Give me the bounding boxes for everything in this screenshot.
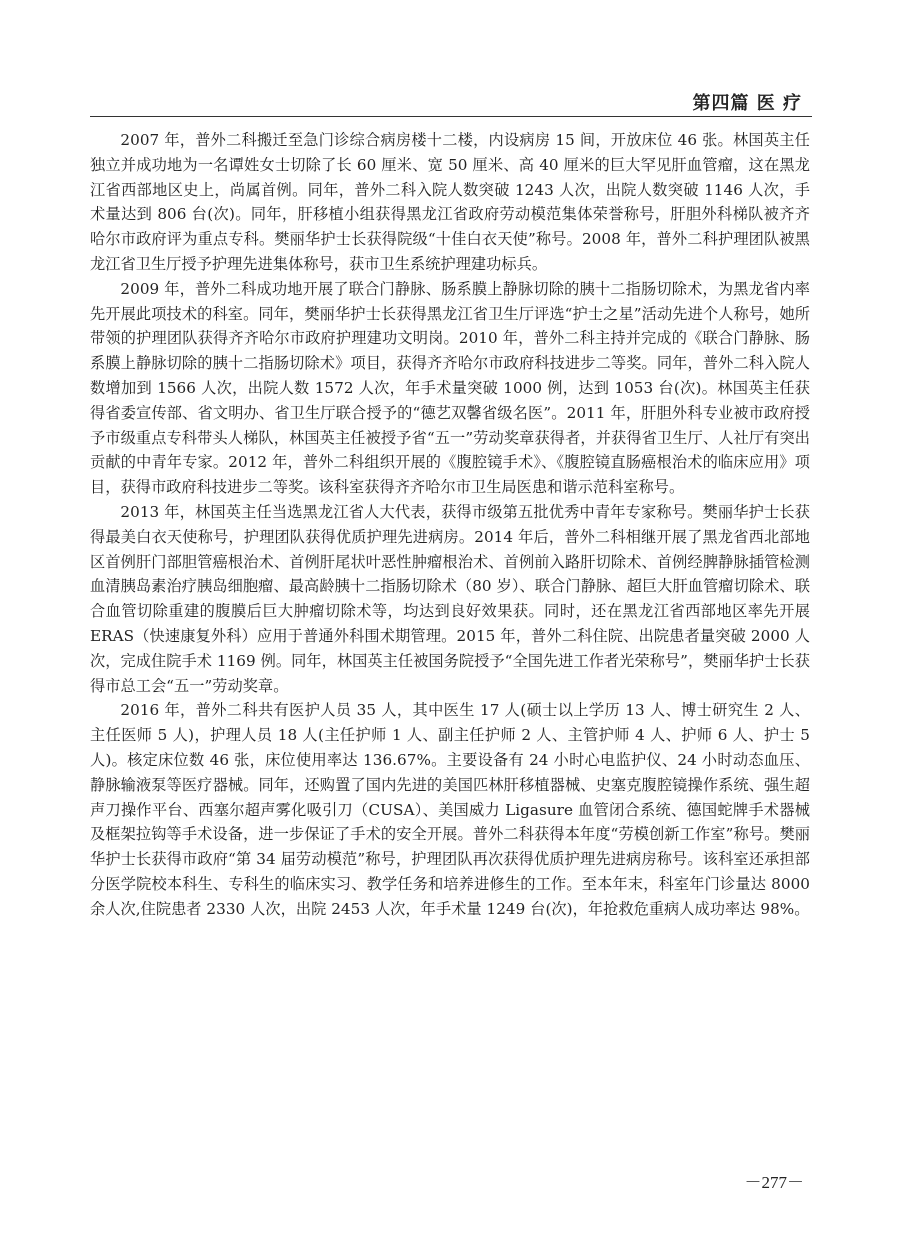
paragraph-2013: 2013 年，林国英主任当选黑龙江省人大代表，获得市级第五批优秀中青年专家称号。樊丽华护士长获得最美白衣天使称号，护理团队获得优质护理先进病房。2014 年后，普外二科相继开展了黑龙省西北部地区首例肝门部胆管癌根治术、首例肝尾状叶恶性肿瘤根治术、首例前入路肝切除术、首例经脾静脉插管检测血清胰岛素治疗胰岛细胞瘤、最高龄胰十二指肠切除术（80 岁）、联合门静脉、超巨大肝血管瘤切除术、联合血管切除重建的腹膜后巨大肿瘤切除术等，均达到良好效果获。同时，还在黑龙江省西部地区率先开展 ERAS（快速康复外科）应用于普通外科围术期管理。2015 年，普外二科住院、出院患者量突破 2000 人次，完成住院手术 1169 例。同年，林国英主任被国务院授予“全国先进工作者光荣称号”，樊丽华护士长获得市总工会“五一”劳动奖章。: [90, 502, 810, 695]
paragraph-2016: 2016 年，普外二科共有医护人员 35 人，其中医生 17 人(硕士以上学历 13 人、博士研究生 2 人、主任医师 5 人)，护理人员 18 人(主任护师 1 人、副主任护师 2 人、主管护师 4 人、护师 6 人、护士 5 人)。核定床位数 46 张，床位使用率达 136.67%。主要设备有 24 小时心电监护仪、24 小时动态血压、静脉输液泵等医疗器械。同年，还购置了国内先进的美国匹林肝移植器械、史塞克腹腔镜操作系统、强生超声刀操作平台、西塞尔超声雾化吸引刀（CUSA）、美国威力 Ligasure 血管闭合系统、德国蛇牌手术器械及框架拉钩等手术设备，进一步保证了手术的安全开展。普外二科获得本年度“劳模创新工作室”称号。樊丽华护士长获得市政府“第 34 届劳动模范”称号，护理团队再次获得优质护理先进病房称号。该科室还承担部分医学院校本科生、专科生的临床实习、教学任务和培养进修生的工作。至本年末，科室年门诊量达 8000 余人次,住院患者 2330 人次，出院 2453 人次，年手术量 1249 台(次)，年抢救危重病人成功率达 98%。: [90, 701, 810, 918]
chapter-title: 第四篇 医 疗: [692, 93, 802, 114]
running-header: [90, 86, 812, 117]
body-text: [90, 128, 810, 922]
paragraph-2009: 2009 年，普外二科成功地开展了联合门静脉、肠系膜上静脉切除的胰十二指肠切除术，为黑龙省内率先开展此项技术的科室。同年，樊丽华护士长获得黑龙江省卫生厅评选“护士之星”活动先进个人称号，她所带领的护理团队获得齐齐哈尔市政府护理建功文明岗。2010 年，普外二科主持并完成的《联合门静脉、肠系膜上静脉切除的胰十二指肠切除术》项目，获得齐齐哈尔市政府科技进步二等奖。同年，普外二科入院人数增加到 1566 人次，出院人数 1572 人次，年手术量突破 1000 例，达到 1053 台(次)。林国英主任获得省委宣传部、省文明办、省卫生厅联合授予的“德艺双馨省级名医”。2011 年，肝胆外科专业被市政府授予市级重点专科带头人梯队，林国英主任被授予省“五一”劳动奖章获得者，并获得省卫生厅、人社厅有突出贡献的中青年专家。2012 年，普外二科组织开展的《腹腔镜手术》、《腹腔镜直肠癌根治术的临床应用》项目，获得市政府科技进步二等奖。该科室获得齐齐哈尔市卫生局医患和谐示范科室称号。: [90, 279, 810, 497]
paragraph-2007: 2007 年，普外二科搬迁至急门诊综合病房楼十二楼，内设病房 15 间，开放床位 46 张。林国英主任独立并成功地为一名谭姓女士切除了长 60 厘米、宽 50 厘米、高 40 厘米的巨大罕见肝血管瘤，这在黑龙江省西部地区史上，尚属首例。同年，普外二科入院人数突破 1243 人次，出院人数突破 1146 人次，手术量达到 806 台(次)。同年，肝移植小组获得黑龙江省政府劳动模范集体荣誉称号，肝胆外科梯队被齐齐哈尔市政府评为重点专科。樊丽华护士长获得院级“十佳白衣天使”称号。2008 年，普外二科护理团队被黑龙江省卫生厅授予护理先进集体称号，获市卫生系统护理建功标兵。: [90, 131, 810, 273]
page-number: －277－: [744, 1173, 804, 1192]
